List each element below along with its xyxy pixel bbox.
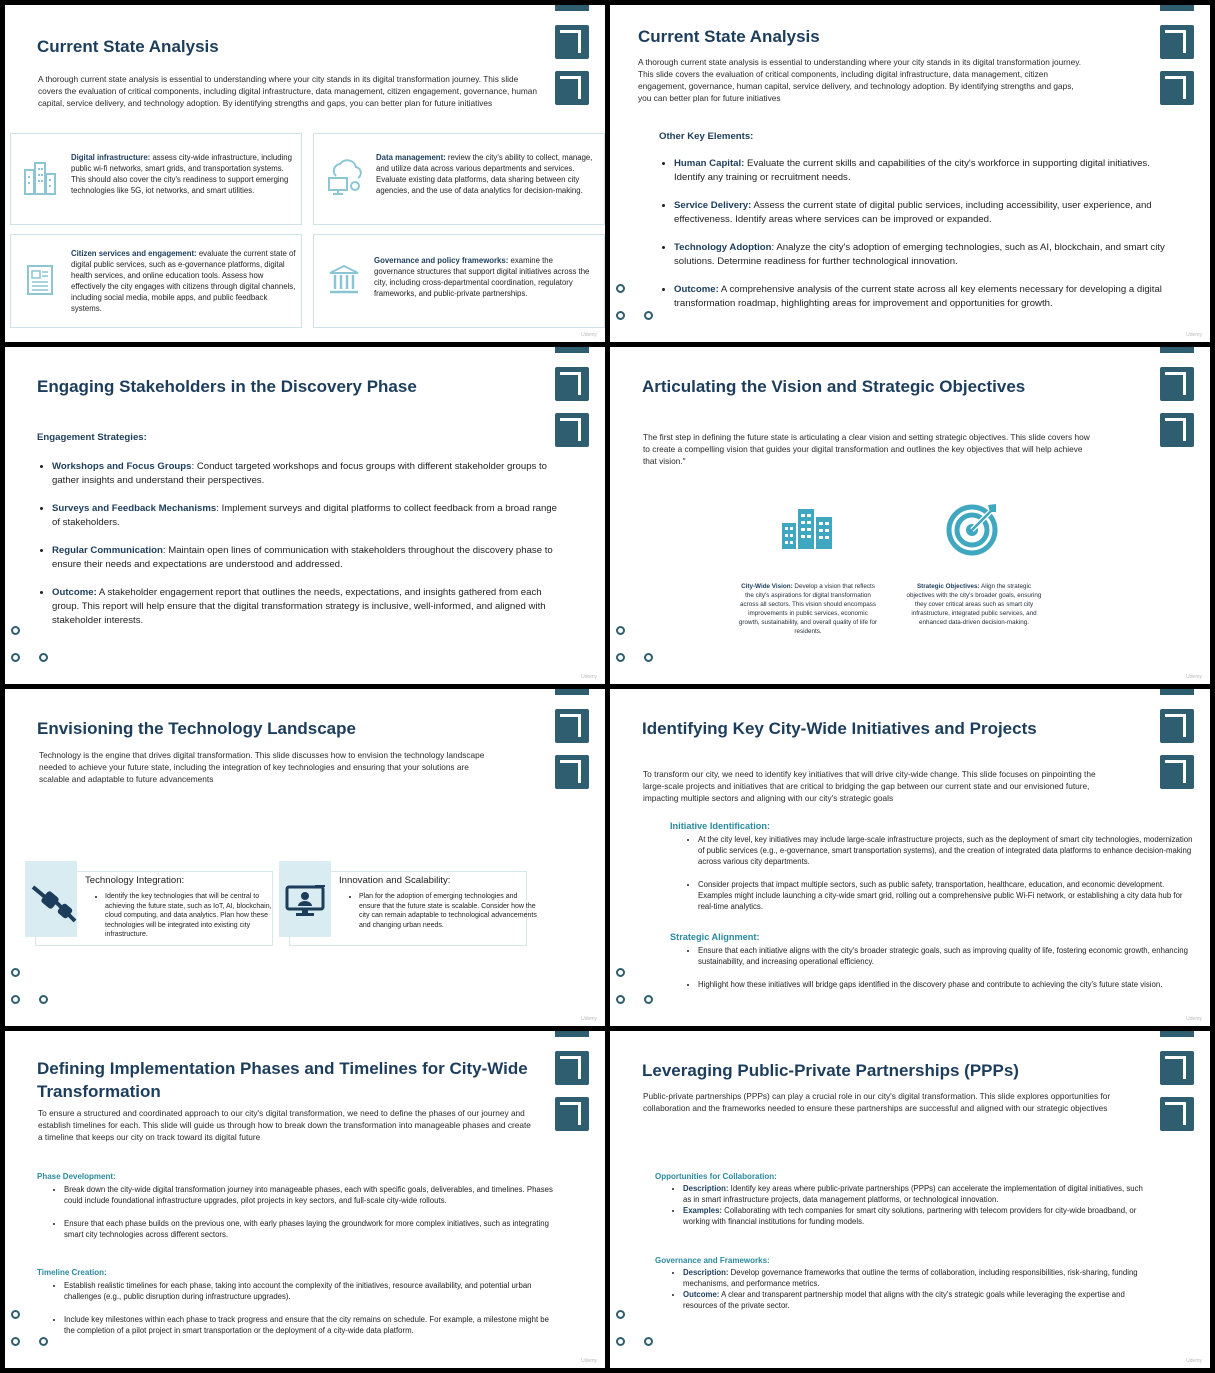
deco-tab	[1160, 1031, 1194, 1037]
deco-tab	[555, 71, 589, 105]
deco-ring	[616, 626, 625, 635]
deco-ring	[616, 995, 625, 1004]
buildings-icon	[23, 160, 57, 203]
list-item	[674, 157, 1174, 185]
item-text: Collaborating with tech companies for smart city solutions, partnering with telecom providers for city-wide broadband, or working with financial institutions for funding models.	[683, 1206, 1137, 1226]
watermark: Udemy	[581, 674, 597, 680]
deco-ring	[11, 653, 20, 662]
card-text: examine the governance structures that support digital initiatives across the city, including cross-departmental coordination, regulatory frameworks, and public-private partnerships.	[374, 256, 590, 298]
vision-text	[738, 582, 878, 636]
deco-tab	[555, 1097, 589, 1131]
item-label: Surveys and Feedback Mechanisms	[52, 503, 217, 514]
deco-ring	[39, 1337, 48, 1346]
list-item: • Highlight how these initiatives will bridge gaps identified in the discovery phase and contribute to achieving the city's future state vision.	[698, 979, 1198, 990]
watermark: Udemy	[1186, 1016, 1202, 1022]
deco-tab	[1160, 1051, 1194, 1085]
strategies-list	[38, 460, 562, 628]
list-item	[674, 199, 1174, 227]
card-text: review the city's ability to collect, manage, and utilize data across various departments and services. Evaluate existing data platforms, data sharing between city agencies, and the use of data analytics for decision-making.	[376, 153, 593, 195]
list-item: • Identify the key technologies that will be central to achieving the future state, such as IoT, AI, blockchain, cloud computing, and data analytics. Plan how these technologies will be integrated into existing city infrastructure.	[105, 892, 283, 940]
deco-tab	[1160, 71, 1194, 105]
deco-ring	[39, 995, 48, 1004]
slide-key-initiatives	[610, 689, 1210, 1026]
list-item: • Consider projects that impact multiple sectors, such as public safety, transportation, healthcare, education, and economic development. Examples might include launching a city-wide smart grid, rolling out a comprehensive public Wi-Fi network, or establishing a city data hub for real-time analytics.	[698, 879, 1198, 912]
deco-ring	[11, 626, 20, 635]
list-item: • Break down the city-wide digital transformation journey into manageable phases, each with specific goals, deliverables, and timelines. Phases could include foundational infrastructure upgrades, pilot projects in key sectors, and full-scale city-wide rollouts.	[64, 1184, 554, 1206]
item-label: Human Capital:	[674, 158, 745, 169]
card-label: Data management:	[376, 153, 446, 162]
deco-tab	[1160, 755, 1194, 789]
institution-icon	[328, 263, 360, 302]
slide-implementation-phases	[5, 1031, 605, 1368]
deco-tab	[1160, 689, 1194, 695]
deco-tab	[555, 5, 589, 11]
card-citizen-services	[10, 234, 302, 328]
item-label: Workshops and Focus Groups	[52, 461, 192, 472]
list-item	[52, 460, 562, 488]
item-text: : Conduct targeted workshops and focus groups with different stakeholder groups to gather insights and understand their perspectives.	[52, 461, 548, 486]
watermark: Udemy	[1186, 1358, 1202, 1364]
deco-tab	[1160, 367, 1194, 401]
deco-tab	[555, 413, 589, 447]
item-label: Outcome:	[683, 1290, 720, 1299]
section-heading: Phase Development:	[37, 1172, 116, 1181]
objectives-label: Strategic Objectives:	[916, 583, 980, 590]
vision-label: City-Wide Vision:	[741, 583, 793, 590]
deco-tab	[555, 709, 589, 743]
slide-intro: Public-private partnerships (PPPs) can play a crucial role in our city's digital transformation. This slide explores opportunities for collaboration and the frameworks needed to ensure these partnerships are successful and aligned with our strategic objectives	[643, 1091, 1111, 1113]
objectives-body: Align the strategic objectives with the city's broader goals, ensuring they cover critical areas such as smart city infrastructure, integrated public services, and enhanced data-driven decision-making.	[906, 583, 1042, 626]
initiatives-list	[684, 834, 1198, 912]
list-item: • Ensure that each phase builds on the previous one, with early phases laying the groundwork for more complex initiatives, such as integrating smart city technologies across different sectors.	[64, 1218, 554, 1240]
watermark: Udemy	[581, 1358, 597, 1364]
list-item	[683, 1205, 1153, 1227]
watermark: Udemy	[581, 332, 597, 338]
vision-body: Develop a vision that reflects the city's aspirations for digital transformation across all sectors. This vision should encompass improvements in public services, economic growth, sustainability, and overall quality of life for residents.	[738, 583, 878, 635]
innovation-list	[345, 892, 537, 930]
slide-title: Defining Implementation Phases and Timelines for City-Wide Transformation	[37, 1059, 528, 1101]
item-text: Assess the current state of digital public services, including accessibility, user experience, and effectiveness. Identify areas where services can be improved or expanded.	[674, 200, 1152, 225]
watermark: Udemy	[581, 1016, 597, 1022]
slide-ppp	[610, 1031, 1210, 1368]
plug-icon	[25, 861, 77, 937]
item-label: Technology Adoption	[674, 242, 772, 253]
item-text: A comprehensive analysis of the current state across all key elements necessary for developing a digital transformation roadmap, highlighting areas for improvement and opportunities for growth.	[674, 284, 1162, 309]
item-text: A clear and transparent partnership model that aligns with the city's strategic goals while leveraging the expertise and resources of the private sector.	[683, 1290, 1125, 1310]
item-label: Description:	[683, 1184, 729, 1193]
section-heading: Opportunities for Collaboration:	[655, 1172, 777, 1181]
deco-ring	[11, 1337, 20, 1346]
deco-ring	[616, 653, 625, 662]
deco-ring	[616, 311, 625, 320]
watermark: Udemy	[1186, 332, 1202, 338]
timeline-list	[50, 1280, 554, 1336]
section-heading: Governance and Frameworks:	[655, 1256, 770, 1265]
phase-list	[50, 1184, 554, 1240]
objectives-text	[904, 582, 1044, 627]
cloud-computer-icon	[326, 158, 364, 203]
deco-ring	[644, 995, 653, 1004]
section-heading: Other Key Elements:	[659, 131, 754, 142]
deco-ring	[11, 1310, 20, 1319]
watermark: Udemy	[1186, 674, 1202, 680]
card-governance	[313, 234, 605, 328]
item-label: Outcome:	[674, 284, 719, 295]
target-icon	[946, 502, 1000, 561]
list-item: • Establish realistic timelines for each phase, taking into account the complexity of the initiatives, resource availability, and potential urban challenges (e.g., public disruption during infrastructure upgrades).	[64, 1280, 554, 1302]
slide-title: Envisioning the Technology Landscape	[37, 719, 356, 738]
item-text: Evaluate the current skills and capabilities of the city's workforce in supporting digital initiatives. Identify any training or recruitment needs.	[674, 158, 1150, 183]
deco-ring	[616, 968, 625, 977]
slide-title: Current State Analysis	[37, 37, 219, 56]
city-buildings-icon	[780, 507, 836, 556]
slide-vision-objectives	[610, 347, 1210, 684]
deco-tab	[1160, 1097, 1194, 1131]
list-item	[683, 1289, 1153, 1311]
alignment-list	[684, 945, 1198, 990]
card-digital-infrastructure	[10, 133, 302, 225]
deco-ring	[11, 995, 20, 1004]
deco-ring	[616, 284, 625, 293]
collaboration-list	[669, 1183, 1153, 1227]
item-text: Develop governance frameworks that outline the terms of collaboration, including responsibilities, risk-sharing, funding mechanisms, and performance metrics.	[683, 1268, 1138, 1288]
slide-technology-landscape	[5, 689, 605, 1026]
section-heading: Timeline Creation:	[37, 1268, 107, 1277]
item-text: : Maintain open lines of communication with stakeholders throughout the discovery phase to ensure their needs and expectations are understood and addressed.	[52, 545, 553, 570]
deco-ring	[616, 1337, 625, 1346]
slide-title: Current State Analysis	[638, 27, 820, 46]
item-text: A stakeholder engagement report that outlines the needs, expectations, and insights gathered from each group. This report will help ensure that the digital transformation strategy is inclusive, well-informed, and aligned with stakeholder interests.	[52, 587, 546, 626]
list-item	[674, 283, 1174, 311]
deco-tab	[1160, 5, 1194, 11]
slide-current-state-2	[610, 5, 1210, 342]
list-item	[683, 1183, 1153, 1205]
deco-tab	[555, 347, 589, 353]
card-data-management	[313, 133, 605, 225]
list-item: • Include key milestones within each phase to track progress and ensure that the city remains on schedule. For example, a milestone might be the completion of a pilot project in smart transportation or the deployment of a city-wide data platform.	[64, 1314, 554, 1336]
section-heading: Engagement Strategies:	[37, 432, 147, 443]
card-text: assess city-wide infrastructure, including public wi-fi networks, smart grids, and transportation systems. This should also cover the city's readiness to support emerging technologies like 5G, iot networks, and smart utilities.	[71, 153, 292, 195]
key-elements-list	[660, 157, 1174, 311]
slide-title: Articulating the Vision and Strategic Objectives	[642, 377, 1026, 396]
deco-tab	[555, 689, 589, 695]
list-item	[52, 544, 562, 572]
governance-list	[669, 1267, 1153, 1311]
innovation-title: Innovation and Scalability:	[339, 875, 451, 886]
slide-title: Leveraging Public-Private Partnerships (PPPs)	[642, 1061, 1019, 1080]
item-label: Regular Communication	[52, 545, 163, 556]
document-icon	[25, 263, 55, 304]
slide-intro: The first step in defining the future state is articulating a clear vision and setting strategic objectives. This slide covers how to create a compelling vision that guides your digital transformation and outlines the key objectives that will help achieve that vision."	[643, 432, 1090, 466]
list-item: • At the city level, key initiatives may include large-scale infrastructure projects, such as the deployment of smart city technologies, modernization of public services (e.g., e-governance, smart transportation systems), and the creation of integrated data platforms to enhance decision-making across various city departments.	[698, 834, 1198, 867]
deco-ring	[644, 653, 653, 662]
slide-intro: A thorough current state analysis is essential to understanding where your city stands in its digital transformation journey. This slide covers the evaluation of critical components, including digital infrastructure, data management, citizen engagement, governance, human capital, service delivery, and technology adoption. By identifying strengths and gaps, you can better plan for future initiatives	[38, 74, 538, 108]
deco-tab	[1160, 347, 1194, 353]
list-item	[674, 241, 1174, 269]
list-item	[683, 1267, 1153, 1289]
item-label: Description:	[683, 1268, 729, 1277]
slide-intro: To transform our city, we need to identify key initiatives that will drive city-wide change. This slide focuses on pinpointing the large-scale projects and initiatives that are critical to bridging the gap between our current state and our envisioned future, impacting multiple sectors and aligning with our city's strategic goals	[643, 769, 1096, 803]
item-label: Examples:	[683, 1206, 723, 1215]
card-label: Citizen services and engagement:	[71, 249, 197, 258]
slide-current-state-1	[5, 5, 605, 342]
list-item	[52, 502, 562, 530]
slide-title: Identifying Key City-Wide Initiatives and Projects	[642, 719, 1037, 738]
list-item	[52, 586, 562, 628]
deco-ring	[39, 653, 48, 662]
slide-title: Engaging Stakeholders in the Discovery Phase	[37, 377, 417, 396]
slide-intro: A thorough current state analysis is essential to understanding where your city stands in its digital transformation journey. This slide covers the evaluation of critical components, including digital infrastructure, data management, citizen engagement, governance, human capital, service delivery, and technology adoption. By identifying strengths and gaps, you can better plan for future initiatives	[638, 57, 1082, 103]
deco-ring	[644, 1337, 653, 1346]
deco-tab	[555, 367, 589, 401]
slide-intro: Technology is the engine that drives digital transformation. This slide discusses how to envision the technology landscape needed to achieve your future state, including the integration of key technologies and ensuring that your solutions are scalable and adaptable to future advancements	[39, 750, 485, 784]
deco-ring	[11, 968, 20, 977]
item-label: Outcome:	[52, 587, 97, 598]
slide-intro: To ensure a structured and coordinated approach to our city's digital transformation, we need to define the phases of our journey and establish timelines for each. This slide will guide us through how to break down the transformation into manageable phases and create a timeline that keeps our city on track toward its digital future	[38, 1108, 531, 1142]
item-label: Service Delivery:	[674, 200, 752, 211]
deco-tab	[555, 755, 589, 789]
card-text: evaluate the current state of digital public services, such as e-governance platforms, digital health services, and online education tools. Assess how effectively the city engages with citizens through digital channels, including social media, mobile apps, and public feedback systems.	[71, 249, 296, 313]
tech-integration-title: Technology Integration:	[85, 875, 185, 886]
tech-integration-list	[91, 892, 283, 940]
deco-tab	[555, 25, 589, 59]
deco-ring	[616, 1310, 625, 1319]
item-text: : Analyze the city's adoption of emerging technologies, such as AI, blockchain, and smart city solutions. Determine readiness for further technological innovation.	[674, 242, 1165, 267]
deco-tab	[555, 1051, 589, 1085]
deco-tab	[1160, 709, 1194, 743]
section-heading: Initiative Identification:	[670, 821, 771, 831]
section-heading: Strategic Alignment:	[670, 932, 760, 942]
computer-user-icon	[279, 861, 331, 937]
card-label: Governance and policy frameworks:	[374, 256, 509, 265]
item-text: Identify key areas where public-private partnerships (PPPs) can accelerate the implementation of digital initiatives, such as in smart infrastructure projects, data management platforms, or technological innovation.	[683, 1184, 1143, 1204]
list-item: • Plan for the adoption of emerging technologies and ensure that the future state is scalable. Consider how the city can remain adaptable to technological advancements and changing urban needs.	[359, 892, 537, 930]
deco-ring	[644, 311, 653, 320]
deco-tab	[1160, 25, 1194, 59]
slide-engaging-stakeholders	[5, 347, 605, 684]
item-text: : Implement surveys and digital platforms to collect feedback from a broad range of stakeholders.	[52, 503, 557, 528]
list-item: • Ensure that each initiative aligns with the city's broader strategic goals, such as improving quality of life, fostering economic growth, enhancing sustainability, and increasing operational efficiency.	[698, 945, 1198, 967]
deco-tab	[1160, 413, 1194, 447]
card-label: Digital infrastructure:	[71, 153, 151, 162]
deco-tab	[555, 1031, 589, 1037]
